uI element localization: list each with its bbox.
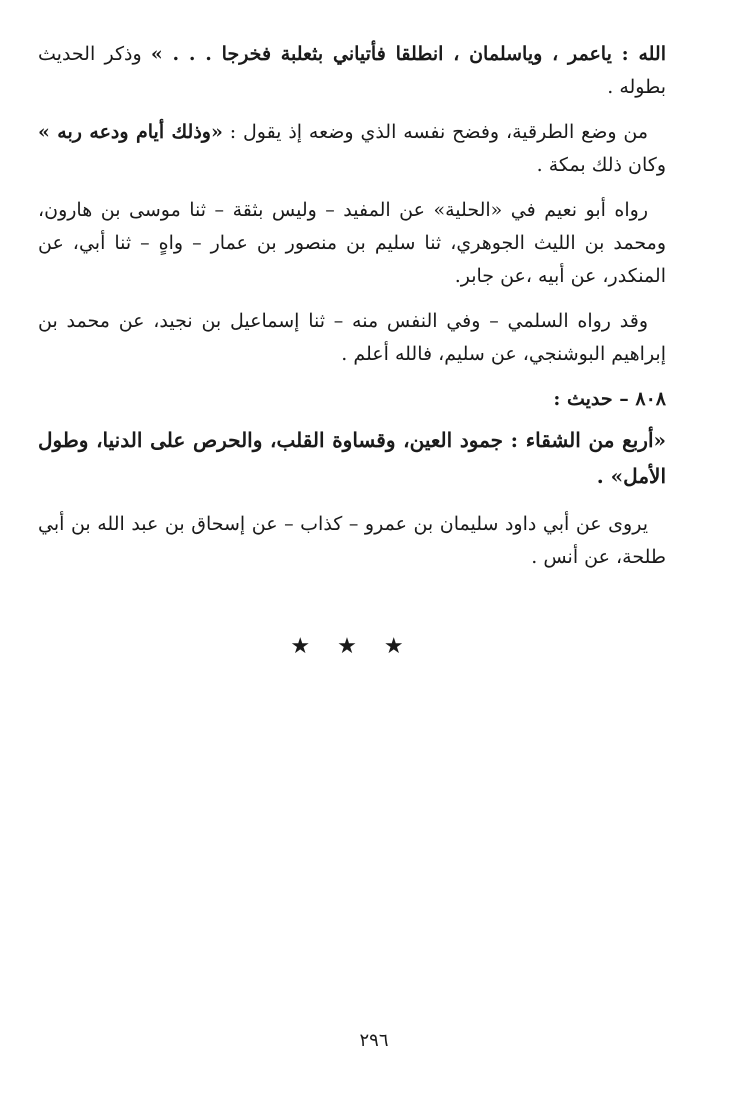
- paragraph-text: وذكر الحديث بطوله .: [38, 43, 666, 98]
- hadith-text: «أربع من الشقاء : جمود العين، وقساوة القلب، والحرص على الدنيا، وطول الأمل» .: [38, 428, 666, 488]
- hadith-heading: ٨٠٨ – حديث :: [553, 388, 666, 410]
- quoted-text-bold: الله : ياعمر ، وياسلمان ، انطلقا فأتياني بثعلبة فخرجا . . . »: [150, 43, 666, 65]
- paragraph-text: وكان ذلك بمكة .: [536, 154, 666, 176]
- quoted-text-bold: «وذلك أيام ودعه ربه »: [38, 121, 223, 143]
- page-number: ٢٩٦: [359, 1030, 389, 1051]
- paragraph-narration-2: وقد رواه السلمي – وفي النفس منه – ثنا إسماعيل بن نجيد، عن محمد بن إبراهيم البوشنجي، عن سليم، فالله أعلم .: [38, 310, 666, 365]
- paragraph-commentary: [38, 116, 666, 182]
- paragraph-text: من وضع الطرقية، وفضح نفسه الذي وضعه إذ يقول :: [222, 121, 649, 143]
- section-separator-stars: ★ ★ ★: [290, 634, 414, 659]
- paragraph-narration: رواه أبو نعيم في «الحلية» عن المفيد – وليس بثقة – ثنا موسى بن هارون، ومحمد بن الليث الجوهري، ثنا سليم بن منصور بن عمار – واهٍ – ثنا أبي، عن المنكدر، عن أبيه ،عن جابر.: [38, 199, 666, 287]
- page-body: [38, 38, 666, 659]
- paragraph-continuation: [38, 38, 666, 104]
- paragraph-narration-3: يروى عن أبي داود سليمان بن عمرو – كذاب – عن إسحاق بن عبد الله بن أبي طلحة، عن أنس .: [38, 513, 666, 568]
